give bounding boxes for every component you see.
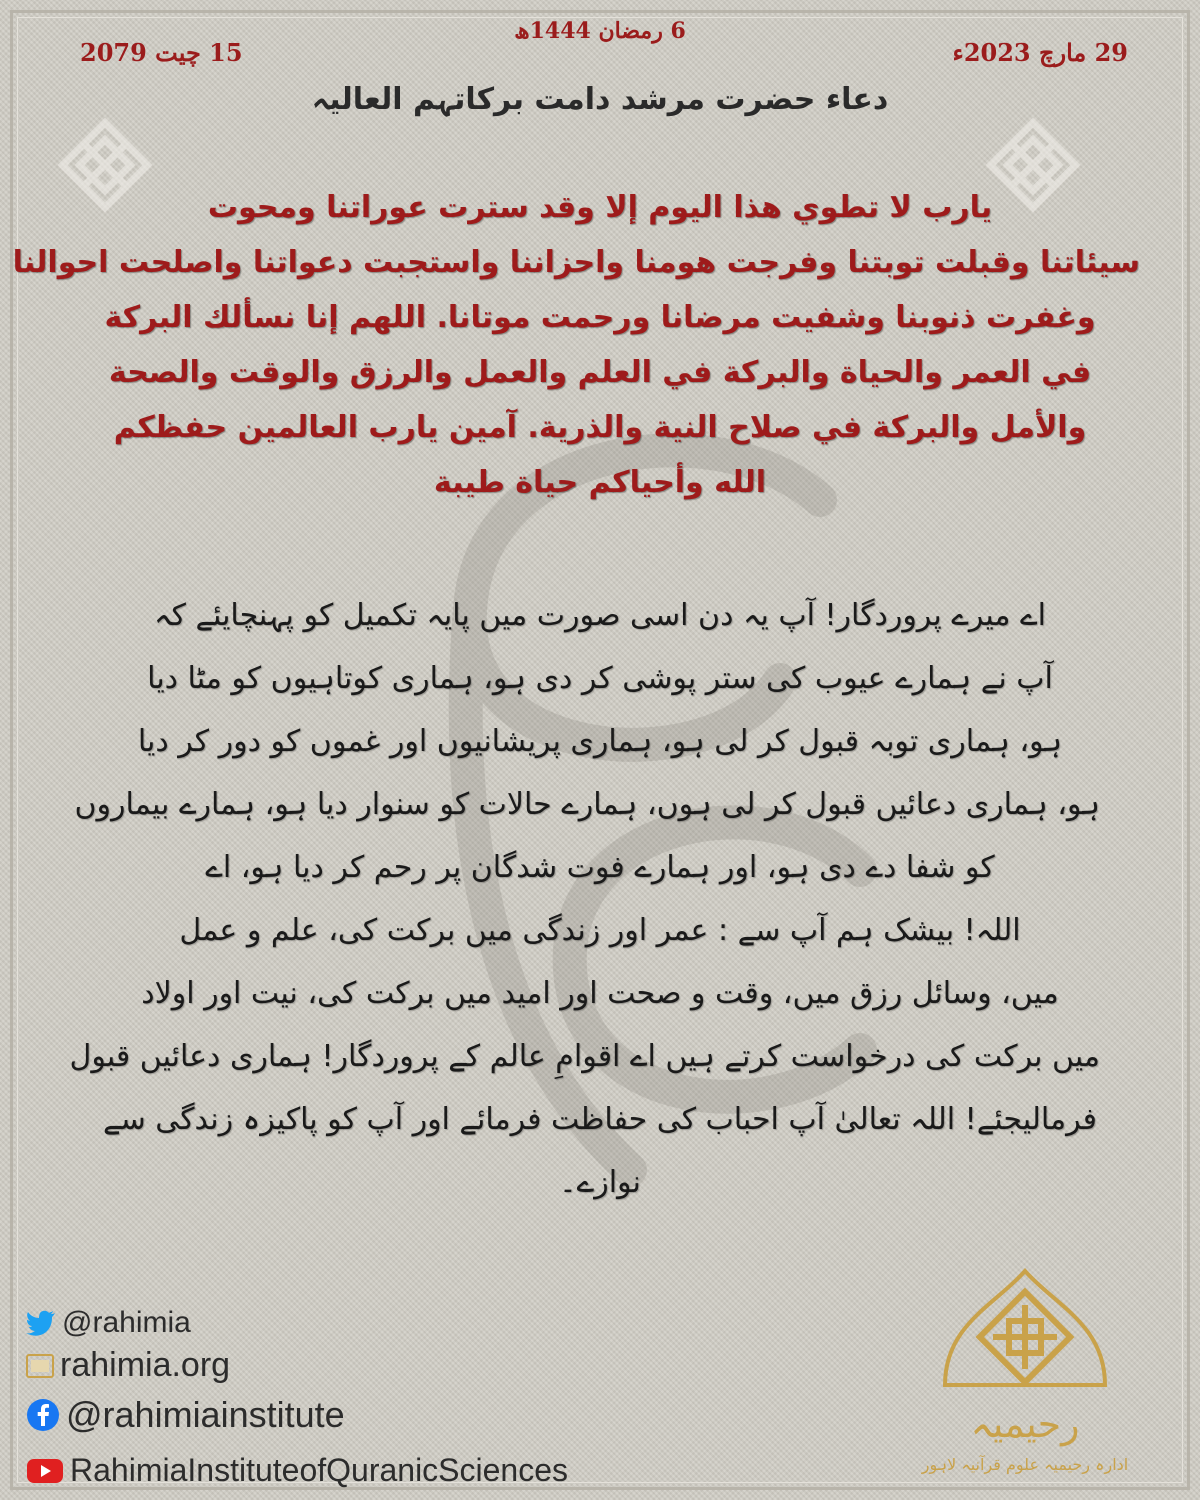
urdu-line: میں، وسائل رزق میں، وقت و صحت اور امید میں برکت کی، نیت اور اولاد xyxy=(141,976,1059,1011)
svg-text:رحیمیہ: رحیمیہ xyxy=(970,1402,1080,1446)
facebook-link[interactable] xyxy=(26,1394,345,1436)
facebook-handle: @rahimiainstitute xyxy=(66,1394,345,1435)
youtube-icon xyxy=(26,1457,64,1485)
youtube-link[interactable] xyxy=(26,1452,568,1489)
web-icon xyxy=(26,1354,54,1378)
urdu-line: فرمالیجئے! اللہ تعالیٰ آپ احباب کی حفاظت فرمائے اور آپ کو پاکیزہ زندگی سے xyxy=(103,1102,1097,1137)
bikrami-date: 15 چیت 2079 xyxy=(80,38,243,67)
website-link[interactable] xyxy=(26,1346,230,1385)
arabic-line: والأمل والبركة في صلاح النية والذرية. آمين يارب العالمين حفظكم xyxy=(113,410,1087,445)
urdu-line: میں برکت کی درخواست کرتے ہیں اے اقوامِ عالم کے پروردگار! ہماری دعائیں قبول xyxy=(69,1039,1100,1074)
website-url: rahimia.org xyxy=(60,1346,231,1384)
twitter-handle: @rahimia xyxy=(62,1306,191,1339)
urdu-line: کو شفا دے دی ہو، اور ہمارے فوت شدگان پر رحم کر دیا ہو، اے xyxy=(205,850,995,885)
twitter-link[interactable] xyxy=(26,1306,191,1340)
urdu-line: اللہ! بیشک ہم آپ سے : عمر اور زندگی میں برکت کی، علم و عمل xyxy=(179,913,1021,948)
facebook-icon xyxy=(26,1398,60,1432)
arabic-line: الله وأحياكم حياة طيبة xyxy=(433,465,767,500)
arabic-line: وغفرت ذنوبنا وشفيت مرضانا ورحمت موتانا. اللهم إنا نسألك البركة xyxy=(104,300,1096,335)
arabic-prayer xyxy=(12,180,1140,510)
urdu-line: آپ نے ہمارے عیوب کی ستر پوشی کر دی ہو، ہماری کوتاہیوں کو مٹا دیا xyxy=(147,661,1053,696)
rahimia-logo xyxy=(905,1265,1145,1490)
urdu-line: ہو، ہماری توبہ قبول کر لی ہو، ہماری پریشانیوں اور غموں کو دور کر دیا xyxy=(137,724,1063,759)
urdu-line: اے میرے پروردگار! آپ یہ دن اسی صورت میں پایہ تکمیل کو پہنچایئے کہ xyxy=(154,598,1046,633)
arabic-line: سيئاتنا وقبلت توبتنا وفرجت هومنا واحزاننا واستجبت دعواتنا واصلحت احوالنا xyxy=(12,245,1140,280)
gregorian-date: 29 مارچ 2023ء xyxy=(952,38,1128,67)
hijri-date: 6 رمضان 1444ھ xyxy=(514,18,686,44)
arabic-line: يارب لا تطوي هذا اليوم إلا وقد سترت عوراتنا ومحوت xyxy=(207,190,993,225)
urdu-line: ہو، ہماری دعائیں قبول کر لی ہوں، ہمارے حالات کو سنوار دیا ہو، ہمارے بیماروں xyxy=(74,787,1100,822)
youtube-channel: RahimiaInstituteofQuranicSciences xyxy=(70,1452,569,1488)
arabic-line: في العمر والحياة والبركة في العلم والعمل والرزق والوقت والصحة xyxy=(108,355,1092,390)
twitter-icon xyxy=(26,1310,56,1336)
urdu-translation xyxy=(69,584,1100,1214)
urdu-line: نوازے۔ xyxy=(559,1165,641,1200)
page-title: دعاء حضرت مرشد دامت برکاتہم العالیہ xyxy=(311,82,889,117)
svg-text:ادارہ رحیمیہ علوم قرآنیہ لاہور: ادارہ رحیمیہ علوم قرآنیہ لاہور xyxy=(921,1455,1129,1474)
